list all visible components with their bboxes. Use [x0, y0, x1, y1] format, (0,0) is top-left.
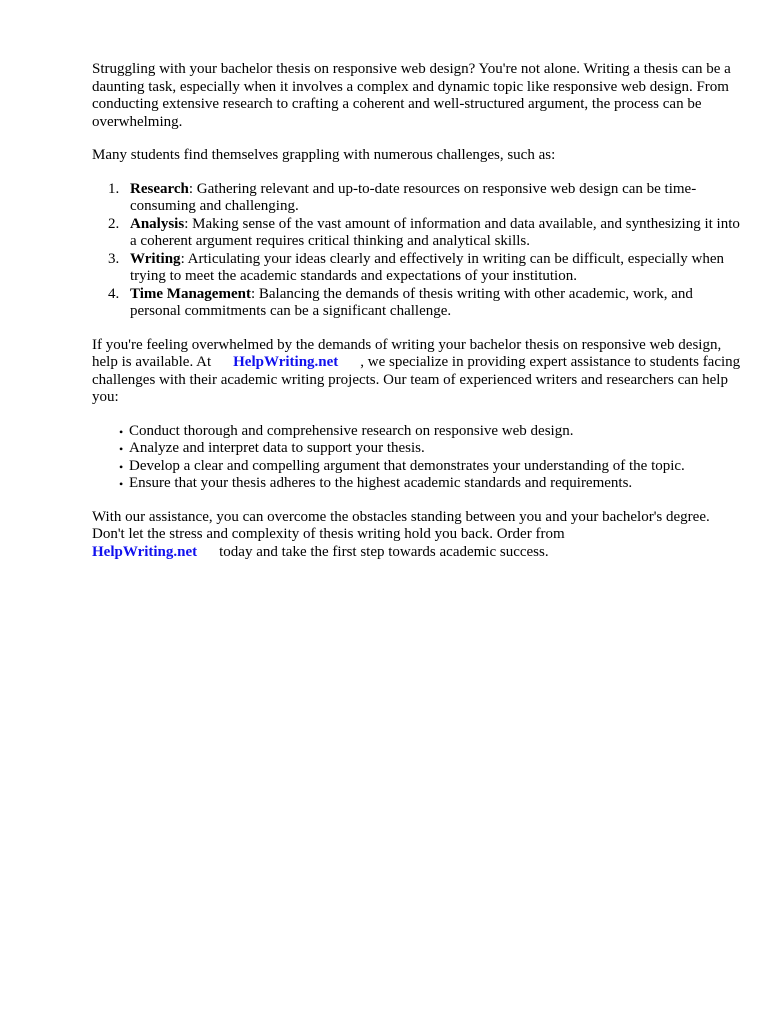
list-item	[92, 286, 742, 321]
list-item	[92, 423, 742, 441]
closing-text-before: With our assistance, you can overcome the obstacles standing between you and your bachelor's degree. Don't let the stress and complexity of thesis writing hold you back. Order from	[92, 508, 710, 542]
help-text-after: , we specialize in providing expert assistance to students facing challenges with their academic writing projects. Our team of experienced writers and researchers can help you:	[92, 354, 741, 405]
helpwriting-link[interactable]: HelpWriting.net	[92, 543, 198, 560]
service-text: Ensure that your thesis adheres to the highest academic standards and requirements.	[129, 475, 633, 491]
challenge-title: Writing	[130, 250, 181, 267]
bullet-icon: •	[119, 442, 124, 456]
services-list	[92, 423, 742, 493]
bullet-icon: •	[119, 459, 124, 474]
helpwriting-link[interactable]: HelpWriting.net	[233, 354, 339, 370]
help-text-before: If you're feeling overwhelmed by the demands of writing your bachelor thesis on responsive web design, help is available. At	[92, 336, 722, 370]
challenge-text: : Balancing the demands of thesis writing with other academic, work, and personal commitments can be a significant challenge.	[130, 285, 693, 319]
challenges-list	[92, 181, 742, 321]
service-text: Conduct thorough and comprehensive research on responsive web design.	[129, 422, 574, 439]
list-item	[92, 458, 742, 476]
challenge-text: : Making sense of the vast amount of information and data available, and synthesizing it into a coherent argument requires critical thinking and analytical skills.	[130, 215, 740, 249]
bullet-icon: •	[119, 424, 124, 439]
list-item	[92, 475, 742, 493]
intro-paragraph: Struggling with your bachelor thesis on responsive web design? You're not alone. Writing a thesis can be a daunting task, especially when it involves a complex and dynamic topic like responsive web design. From conducting extensive research to crafting a coherent and well-structured argument, the process can be overwhelming.	[92, 61, 731, 130]
challenge-title: Time Management	[130, 285, 251, 302]
help-paragraph	[92, 337, 742, 407]
list-item	[92, 181, 742, 216]
closing-paragraph	[92, 509, 742, 562]
document-page	[92, 61, 742, 561]
list-number: 1.	[108, 180, 120, 197]
service-text: Develop a clear and compelling argument that demonstrates your understanding of the topic.	[129, 457, 685, 474]
list-item	[92, 251, 742, 286]
bullet-icon: •	[119, 477, 124, 491]
challenge-title: Research	[130, 180, 189, 197]
list-number: 3.	[108, 250, 120, 267]
closing-text-after: today and take the first step towards academic success.	[219, 543, 549, 560]
list-item	[92, 440, 742, 458]
service-text: Analyze and interpret data to support your thesis.	[129, 440, 425, 456]
challenge-text: : Articulating your ideas clearly and effectively in writing can be difficult, especially when trying to meet the academic standards and expectations of your institution.	[130, 250, 724, 284]
list-number: 2.	[108, 215, 120, 232]
challenge-title: Analysis	[130, 215, 185, 232]
challenge-text: : Gathering relevant and up-to-date resources on responsive web design can be time-consuming and challenging.	[130, 180, 697, 214]
list-number: 4.	[108, 285, 120, 302]
list-item	[92, 216, 742, 251]
challenges-intro: Many students find themselves grappling with numerous challenges, such as:	[92, 147, 556, 163]
